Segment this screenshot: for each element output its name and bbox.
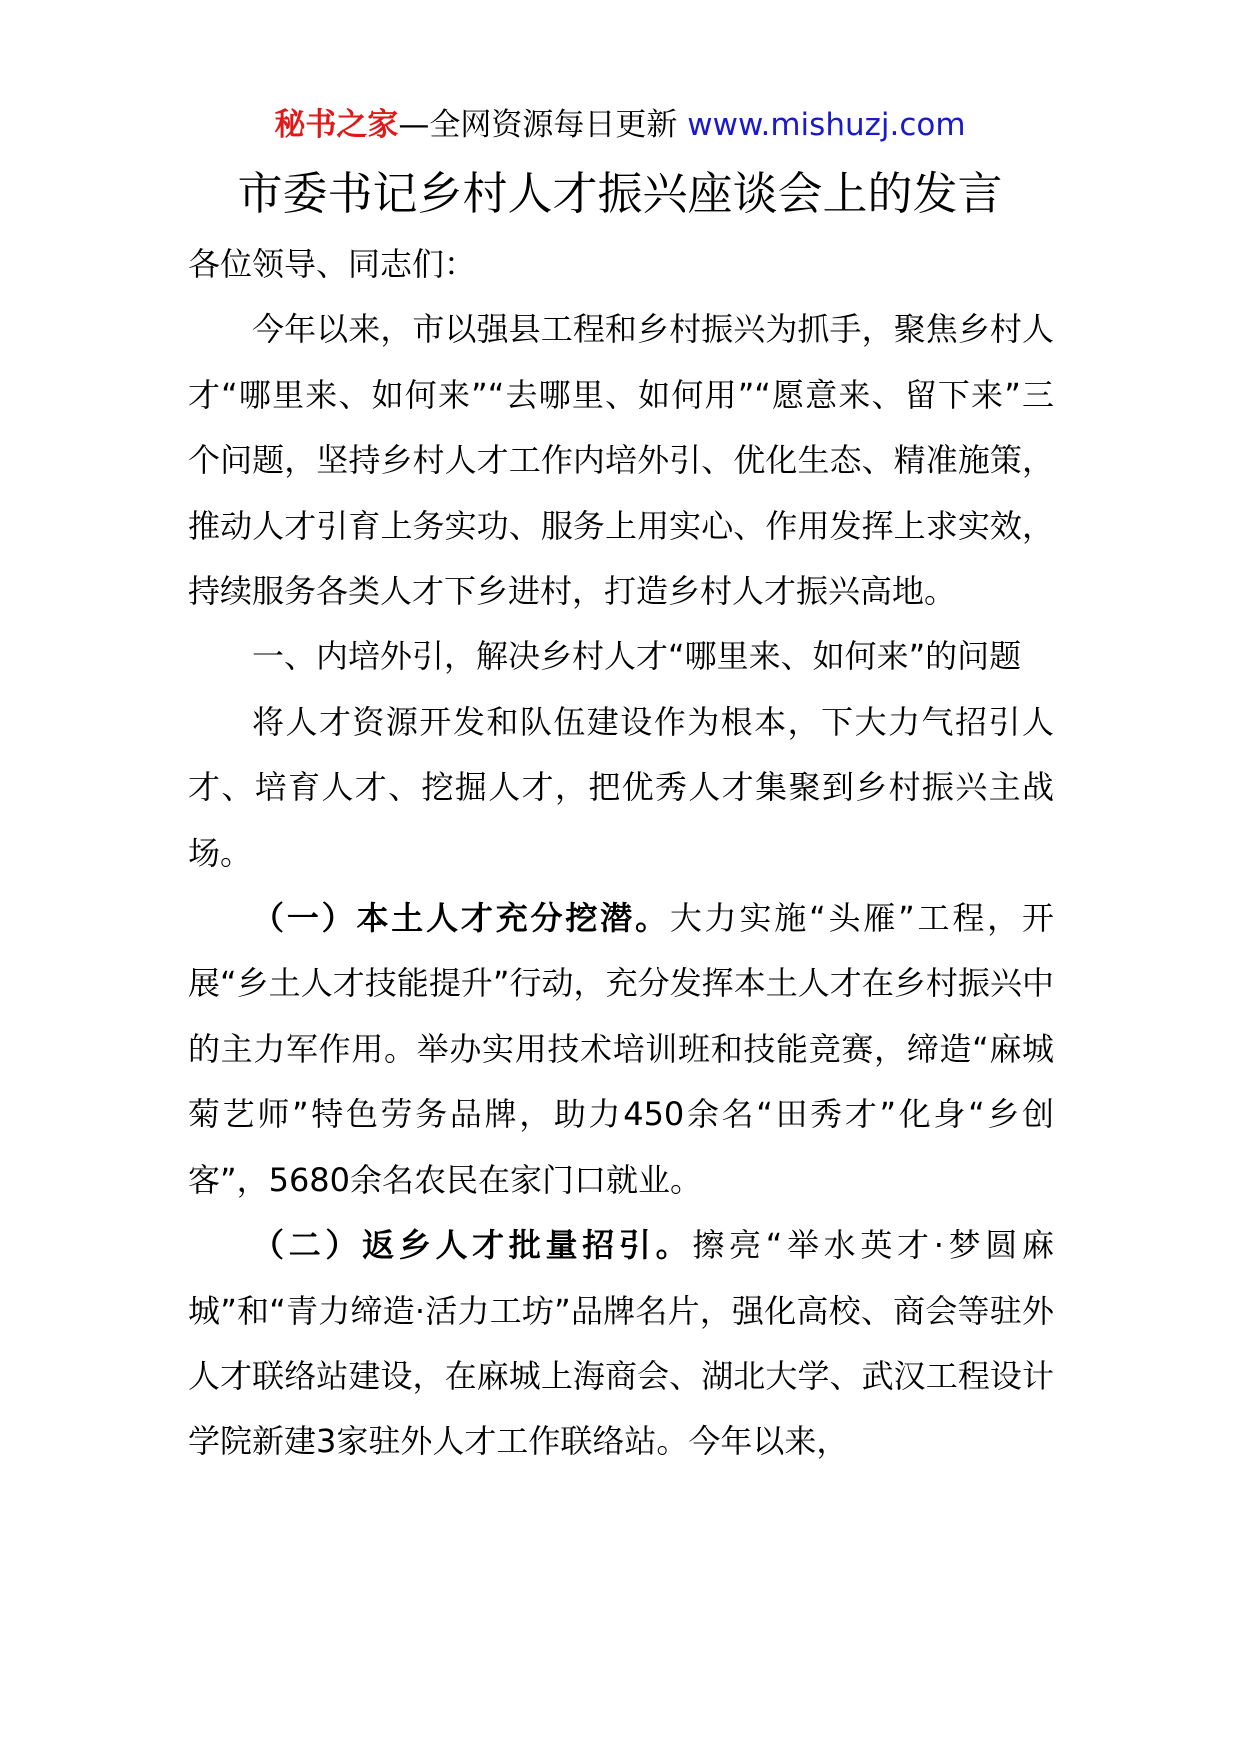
site-header xyxy=(0,104,1240,146)
item-body-1: 大力实施“头雁”工程，开展“乡土人才技能提升”行动，充分发挥本土人才在乡村振兴中的主力军作用。举办实用技术培训班和技能竞赛，缔造“麻城菊艺师”特色劳务品牌，助力450余名“田秀才”化身“乡创客”，5680余名农民在家门口就业。 xyxy=(188,899,1054,1199)
header-tagline: —全网资源每日更新 xyxy=(398,107,678,143)
document-title: 市委书记乡村人才振兴座谈会上的发言 xyxy=(237,167,1003,220)
item-paragraph-1 xyxy=(188,886,1054,1213)
site-url-link[interactable]: www.mishuzj.com xyxy=(687,107,966,143)
item-heading-2: （二）返乡人才批量招引。 xyxy=(252,1226,693,1265)
brand-name: 秘书之家 xyxy=(274,107,399,143)
item-paragraph-2 xyxy=(188,1213,1054,1475)
item-body-2: 擦亮“举水英才·梦圆麻城”和“青力缔造·活力工坊”品牌名片，强化高校、商会等驻外人才联络站建设，在麻城上海商会、湖北大学、武汉工程设计学院新建3家驻外人才工作联络站。今年以来， xyxy=(188,1226,1054,1461)
item-heading-1: （一）本土人才充分挖潜。 xyxy=(252,899,670,938)
salutation: 各位领导、同志们： xyxy=(188,245,477,283)
section-paragraph: 将人才资源开发和队伍建设作为根本，下大力气招引人才、培育人才、挖掘人才，把优秀人才集聚到乡村振兴主战场。 xyxy=(188,702,1054,872)
section-heading: 一、内培外引，解决乡村人才“哪里来、如何来”的问题 xyxy=(252,637,1022,676)
intro-paragraph: 今年以来，市以强县工程和乡村振兴为抓手，聚焦乡村人才“哪里来、如何来”“去哪里、如何用”“愿意来、留下来”三个问题，坚持乡村人才工作内培外引、优化生态、精准施策，推动人才引育上务实功、服务上用实心、作用发挥上求实效，持续服务各类人才下乡进村，打造乡村人才振兴高地。 xyxy=(188,310,1054,611)
document-body xyxy=(188,232,1054,1475)
